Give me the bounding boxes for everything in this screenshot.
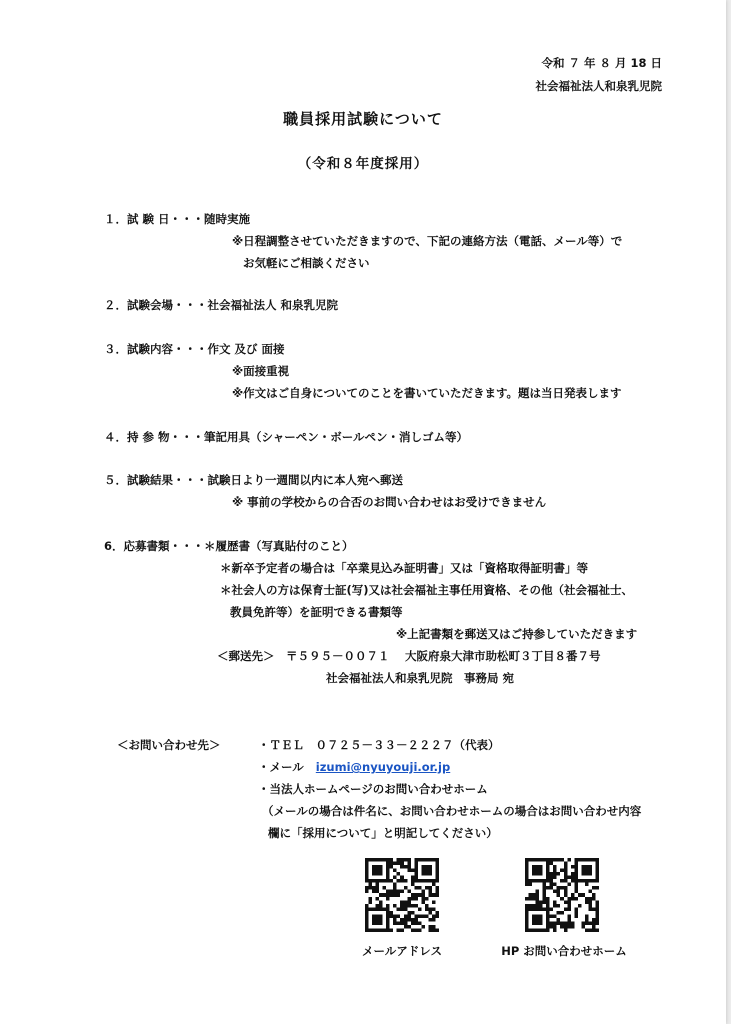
item-exam-venue: ２．試験会場・・・社会福祉法人 和泉乳児院 xyxy=(104,298,339,312)
page-subtitle: （令和８年度採用） xyxy=(297,156,429,172)
qr-code-icon xyxy=(525,858,599,932)
item-exam-results: ５．試験結果・・・試験日より一週間以内に本人宛へ郵送 xyxy=(104,473,403,487)
document-date: 令和 ７ 年 ８ 月 18 日 xyxy=(541,56,662,70)
item-exam-date-note: ※日程調整させていただきますので、下記の連絡方法（電話、メール等）で xyxy=(232,234,623,248)
mailing-address: ＜郵送先＞ 〒５９５－００７１ 大阪府泉大津市助松町３丁目８番７号 xyxy=(217,649,601,663)
item-exam-content-note: ※面接重視 xyxy=(232,364,290,378)
qr-code-icon[interactable] xyxy=(525,858,599,932)
item-application-docs-note: ＊社会人の方は保育士証(写)又は社会福祉主事任用資格、その他（社会福祉士、 xyxy=(220,583,634,597)
page-title: 職員採用試験について xyxy=(283,110,443,128)
qr-caption-email: メールアドレス xyxy=(362,944,442,958)
mailing-recipient: 社会福祉法人和泉乳児院 事務局 宛 xyxy=(326,671,515,685)
qr-code-icon xyxy=(365,858,439,932)
contact-heading: ＜お問い合わせ先＞ xyxy=(117,738,221,752)
item-exam-date-note: お気軽にご相談ください xyxy=(243,256,370,270)
contact-note: 欄に「採用について」と明記してください） xyxy=(268,826,498,840)
qr-caption-contact-form: HP お問い合わせホーム xyxy=(501,944,627,958)
contact-phone: ・ＴＥＬ ０７２５－３３－２２２７（代表） xyxy=(258,738,500,752)
item-exam-results-note: ※ 事前の学校からの合否のお問い合わせはお受けできません xyxy=(232,495,547,509)
contact-note: （メールの場合は件名に、お問い合わせホームの場合はお問い合わせ内容 xyxy=(262,804,642,818)
item-application-docs-note: 教員免許等）を証明できる書類等 xyxy=(230,605,403,619)
item-exam-date: １．試 験 日・・・随時実施 xyxy=(104,212,251,226)
item-exam-content: ３．試験内容・・・作文 及び 面接 xyxy=(104,342,285,356)
qr-code-icon[interactable] xyxy=(365,858,439,932)
email-link[interactable]: izumi@nyuyouji.or.jp xyxy=(315,760,451,774)
item-exam-content-note: ※作文はご自身についてのことを書いていただきます。題は当日発表します xyxy=(232,386,622,400)
item-application-docs: 6．応募書類・・・＊履歴書（写真貼付のこと） xyxy=(104,539,354,553)
contact-email-label: ・メール xyxy=(258,760,304,774)
item-application-docs-note: ※上記書類を郵送又はご持参していただきます xyxy=(396,627,638,641)
contact-email xyxy=(258,759,450,775)
item-belongings: ４．持 参 物・・・筆記用具（シャーペン・ボールペン・消しゴム等） xyxy=(104,430,469,444)
item-application-docs-note: ＊新卒予定者の場合は「卒業見込み証明書」又は「資格取得証明書」等 xyxy=(220,561,588,575)
contact-website: ・当法人ホームページのお問い合わせホーム xyxy=(258,782,488,796)
issuer-name: 社会福祉法人和泉乳児院 xyxy=(535,79,662,93)
